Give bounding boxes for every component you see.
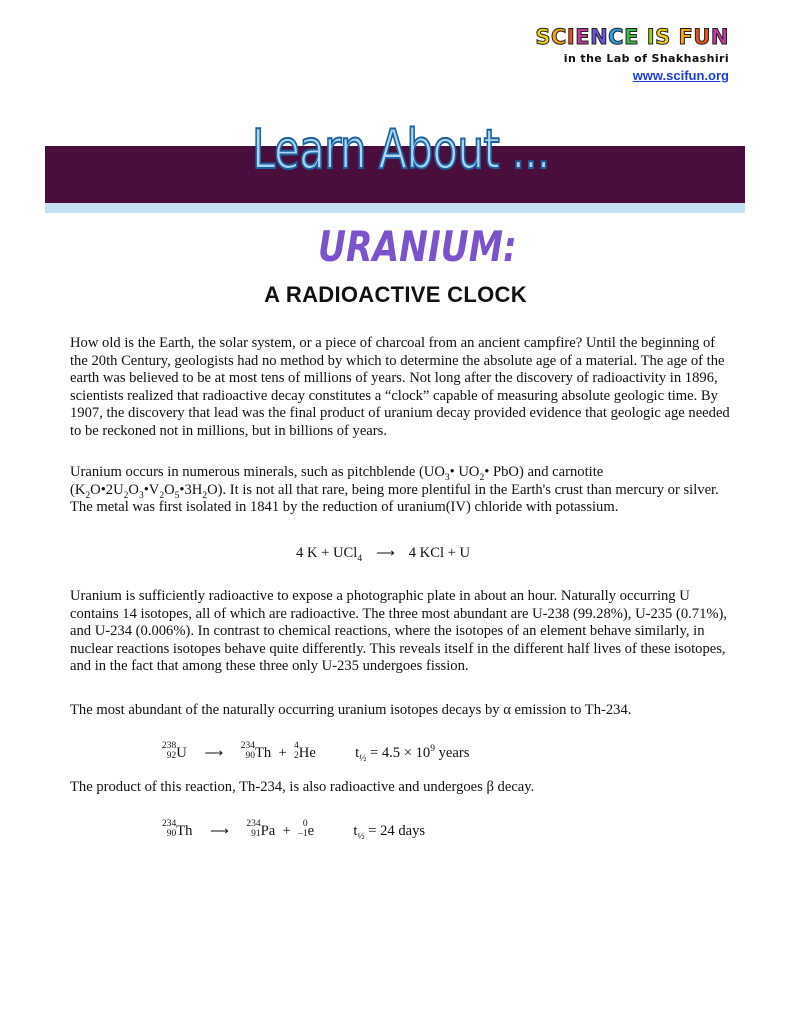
logo-letter: I [566, 25, 576, 49]
header-banner-underline [45, 203, 745, 213]
logo-letter: E [575, 25, 591, 49]
equation-reduction: 4 K + UCl$_4$ ⟶ 4 KCl + U [296, 545, 471, 564]
logo-letter [639, 25, 647, 49]
website-link[interactable]: www.scifun.org [632, 68, 729, 83]
scifun-logo [535, 24, 729, 85]
equation-beta-decay: 234 90 Th ⟶ 234 91 Pa + 0 –1 e $t_{\frac{1}{2}} = 24$ days [162, 819, 426, 842]
logo-letter: C [550, 25, 567, 49]
paragraph-isotopes: Uranium is sufficiently radioactive to expose a photographic plate in about an hour. Naturally occurring U contains 14 isotopes, all of which are radioactive. The three most abundant are U-238 (99.28%), U-235 (0.71%), and U-234 (0.006%). In contrast to chemical reactions, where the isotopes of an element behave similarly, in nuclear reactions isotopes behave quite differently. This reveals itself in the different half lives of these isotopes, and in the fact that among these three only U-235 undergoes fission. [70, 588, 728, 675]
logo-letter: U [693, 25, 711, 49]
paragraph-beta-decay: The product of this reaction, Th-234, is also radioactive and undergoes β decay. [70, 779, 535, 795]
equation-alpha-decay: 238 92 U ⟶ 234 90 Th + 4 2 He $t_{\frac{1}{2}} = 4.5 \times 10^9$ years [162, 741, 470, 764]
logo-letter: E [624, 25, 639, 49]
logo-letter: N [710, 25, 729, 49]
logo-letter: S [655, 25, 671, 49]
logo-letter [671, 25, 679, 49]
page-title: URANIUM: [318, 222, 517, 271]
logo-subtitle: in the Lab of Shakhashiri [563, 52, 729, 65]
banner-title: Learn About ... [252, 118, 550, 181]
logo-letter: I [646, 25, 656, 49]
paragraph-alpha-decay: The most abundant of the naturally occurring uranium isotopes decays by α emission to Th-234. [70, 702, 632, 718]
logo-letter: N [590, 25, 609, 49]
logo-letter: S [535, 25, 551, 49]
page-subtitle: A RADIOACTIVE CLOCK [264, 282, 527, 307]
logo-title [535, 24, 729, 50]
logo-letter: C [608, 25, 625, 49]
paragraph-minerals: Uranium occurs in numerous minerals, such as pitchblende ($UO_3•$ $UO_2•$ PbO) and carnotite $(K_2O•2U_2O_3•V_2O_5•3H_2O)$. It is not all that rare, being more plentiful in the Earth's crust than mercury or silver. The metal was first isolated in 1841 by the reduction of uranium(IV) chloride with potassium. [70, 464, 719, 516]
paragraph-intro: How old is the Earth, the solar system, or a piece of charcoal from an ancient campfire? Until the beginning of the 20th Century, geologists had no method by which to determine the absolute age of a material. The age of the earth was believed to be at most tens of millions of years. Not long after the discovery of radioactivity in 1896, scientists realized that radioactive decay constitutes a “clock” capable of measuring absolute geologic time. By 1907, the discovery that lead was the final product of uranium decay provided evidence that geologic age needed to be reckoned not in millions, but in billions of years. [70, 335, 730, 439]
logo-letter: F [678, 25, 694, 49]
